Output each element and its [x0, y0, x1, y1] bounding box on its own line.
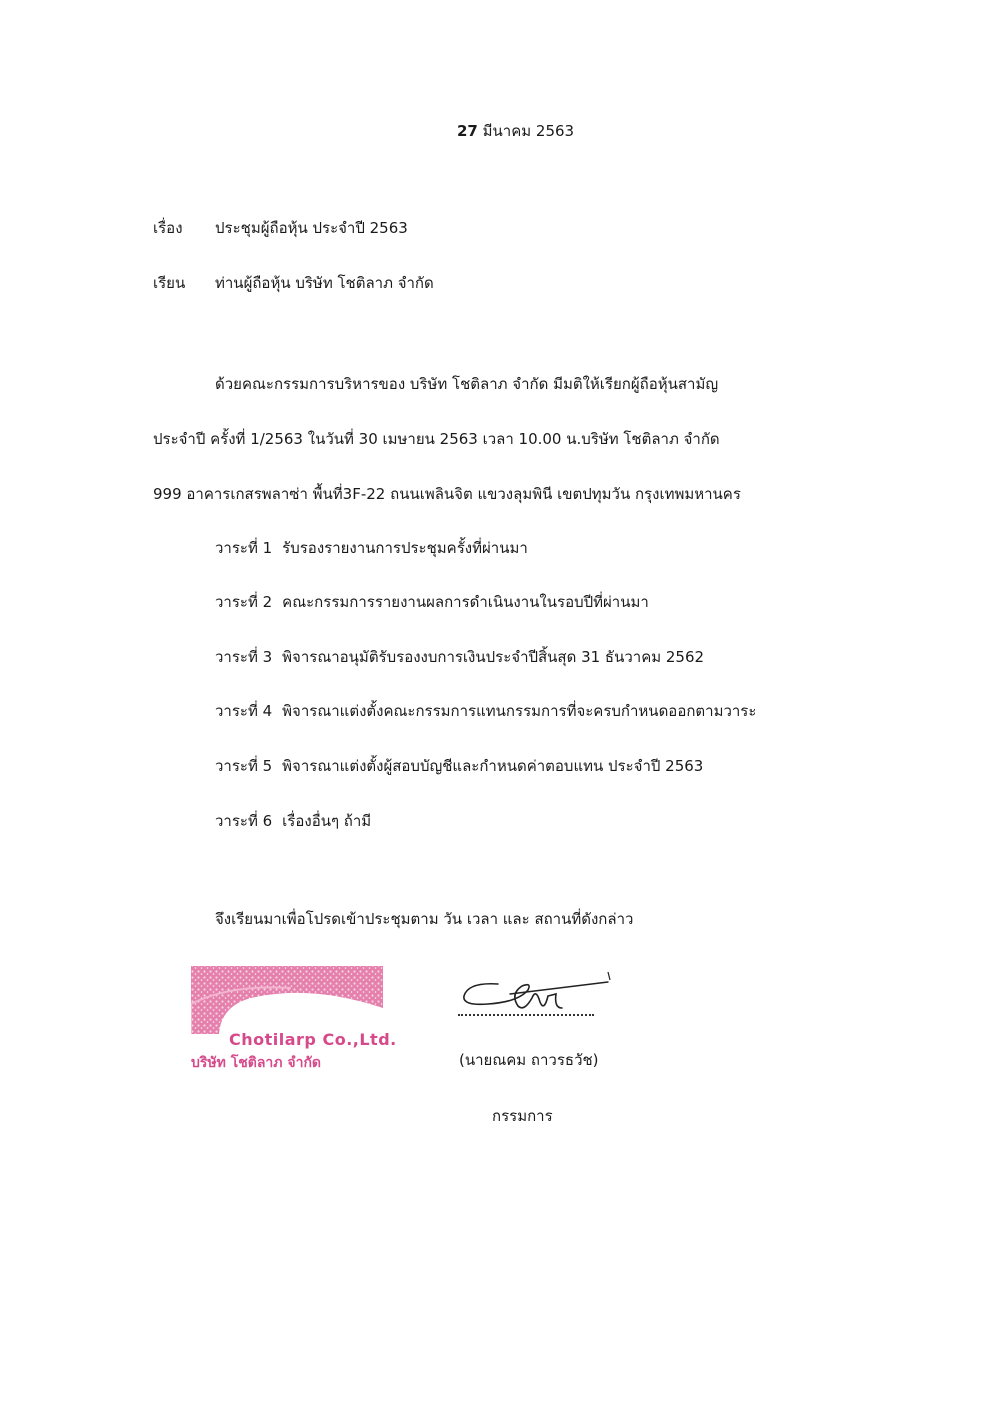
agenda-item [215, 754, 703, 778]
agenda-text: พิจารณาอนุมัติรับรองงบการเงินประจำปีสิ้นสุด 31 ธันวาคม 2562 [282, 648, 705, 666]
agenda-item [215, 809, 371, 833]
signature [458, 968, 628, 1020]
subject-label: เรื่อง [153, 219, 183, 237]
stamp-thai-name: บริษัท โชติลาภ จำกัด [191, 1055, 322, 1071]
agenda-text: พิจารณาแต่งตั้งผู้สอบบัญชีและกำหนดค่าตอบแทน ประจำปี 2563 [282, 757, 704, 775]
signer-title: กรรมการ [492, 1107, 553, 1125]
recipient-value: ท่านผู้ถือหุ้น บริษัท โชติลาภ จำกัด [215, 274, 434, 292]
agenda-number: วาระที่ 6 [215, 812, 273, 830]
recipient-label: เรียน [153, 274, 186, 292]
agenda-text: พิจารณาแต่งตั้งคณะกรรมการแทนกรรมการที่จะครบกำหนดออกตามวาระ [282, 702, 757, 720]
company-stamp [191, 964, 397, 1071]
body-paragraph-line-3: 999 อาคารเกสรพลาซ่า พื้นที่3F-22 ถนนเพลินจิต แขวงลุมพินี เขตปทุมวัน กรุงเทพมหานคร [153, 485, 741, 503]
date-month-year: มีนาคม 2563 [477, 122, 575, 140]
agenda-item [215, 536, 528, 560]
agenda-number: วาระที่ 3 [215, 648, 273, 666]
letter-date [457, 119, 574, 143]
agenda-item [215, 699, 756, 723]
agenda-number: วาระที่ 2 [215, 593, 273, 611]
body-paragraph-line-1: ด้วยคณะกรรมการบริหารของ บริษัท โชติลาภ จำกัด มีมติให้เรียกผู้ถือหุ้นสามัญ [215, 375, 719, 393]
stamp-english-name: Chotilarp Co.,Ltd. [229, 1030, 397, 1049]
agenda-number: วาระที่ 5 [215, 757, 273, 775]
closing-sentence: จึงเรียนมาเพื่อโปรดเข้าประชุมตาม วัน เวลา และ สถานที่ดังกล่าว [215, 910, 634, 928]
agenda-text: เรื่องอื่นๆ ถ้ามี [282, 812, 372, 830]
date-day: 27 [457, 122, 478, 140]
agenda-number: วาระที่ 4 [215, 702, 273, 720]
signer-name: (นายณคม ถาวรธวัช) [459, 1051, 599, 1069]
agenda-item [215, 645, 704, 669]
agenda-item [215, 590, 649, 614]
subject-value: ประชุมผู้ถือหุ้น ประจำปี 2563 [215, 219, 408, 237]
body-paragraph-line-2: ประจำปี ครั้งที่ 1/2563 ในวันที่ 30 เมษายน 2563 เวลา 10.00 น.บริษัท โชติลาภ จำกัด [153, 430, 720, 448]
agenda-text: คณะกรรมการรายงานผลการดำเนินงานในรอบปีที่ผ่านมา [282, 593, 649, 611]
signature-drawing [458, 968, 628, 1020]
agenda-text: รับรองรายงานการประชุมครั้งที่ผ่านมา [282, 539, 528, 557]
signature-line [458, 1014, 594, 1016]
agenda-number: วาระที่ 1 [215, 539, 273, 557]
